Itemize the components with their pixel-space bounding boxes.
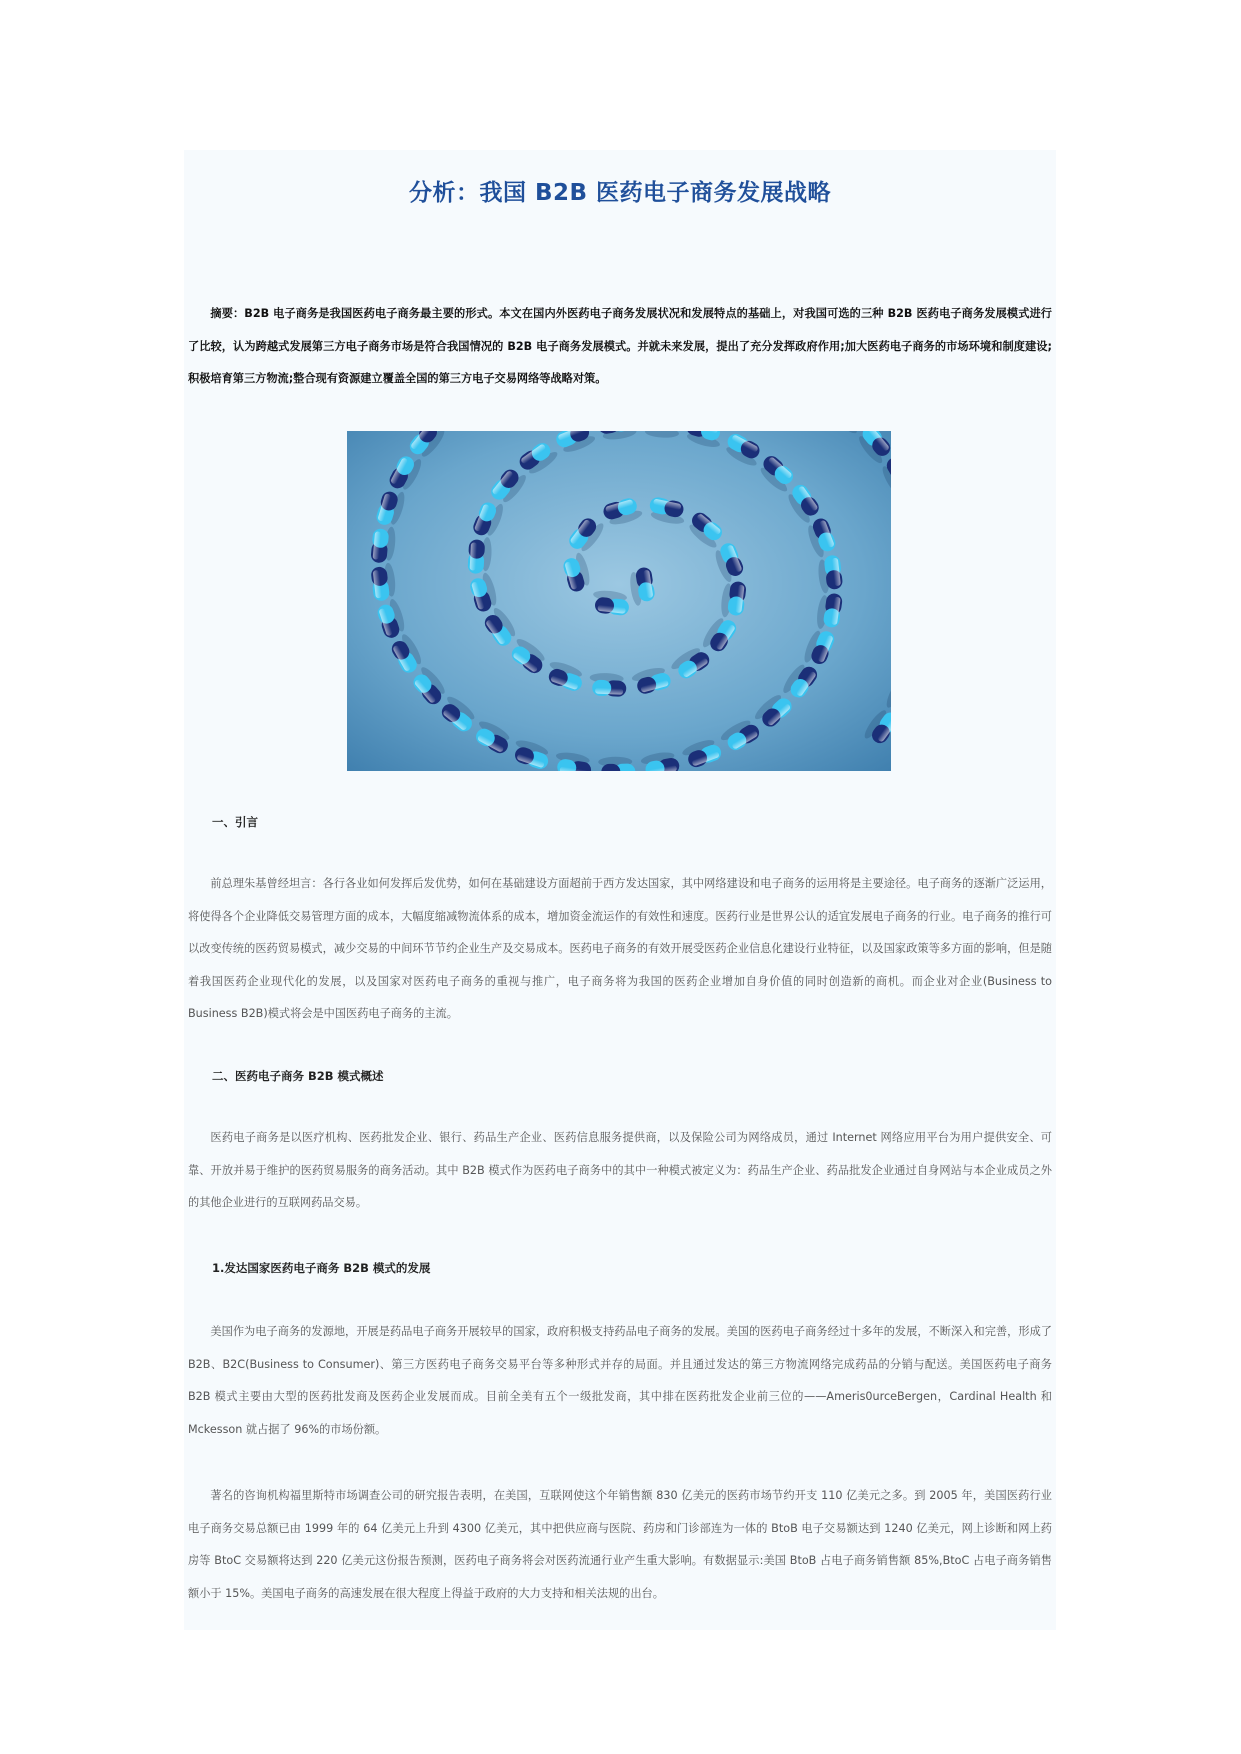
section-heading-b2b-overview: 二、医药电子商务 B2B 模式概述 (212, 1069, 384, 1083)
capsule-spiral-image (347, 431, 891, 771)
developed-countries-paragraph-1: 美国作为电子商务的发源地，开展是药品电子商务开展较早的国家，政府积极支持药品电子商务的发展。美国的医药电子商务经过十多年的发展，不断深入和完善，形成了 B2B、B2C(Business to Consumer)、第三方医药电子商务交易平台等多种形式并存的局面。并且通过发达的第三方物流网络完成药品的分销与配送。美国医药电子商务 B2B 模式主要由大型的医药批发商及医药企业发展而成。目前全美有五个一级批发商，其中排在医药批发企业前三位的——Ameris0urceBergen，Cardinal Health 和 Mckesson 就占据了 96%的市场份额。 (188, 1325, 1052, 1436)
section-heading-introduction: 一、引言 (212, 815, 258, 829)
introduction-paragraph: 前总理朱基曾经坦言：各行各业如何发挥后发优势，如何在基础建设方面超前于西方发达国家，其中网络建设和电子商务的运用将是主要途径。电子商务的逐渐广泛运用，将使得各个企业降低交易管理方面的成本，大幅度缩减物流体系的成本，增加资金流运作的有效性和速度。医药行业是世界公认的适宜发展电子商务的行业。电子商务的推行可以改变传统的医药贸易模式，减少交易的中间环节节约企业生产及交易成本。医药电子商务的有效开展受医药企业信息化建设行业特征，以及国家政策等多方面的影响，但是随着我国医药企业现代化的发展，以及国家对医药电子商务的重视与推广，电子商务将为我国的医药企业增加自身价值的同时创造新的商机。而企业对企业(Business to Business B2B)模式将会是中国医药电子商务的主流。 (188, 877, 1052, 1020)
article-title: 分析：我国 B2B 医药电子商务发展战略 (408, 180, 832, 206)
capsule-spiral-photo (347, 431, 891, 771)
capsule (589, 672, 627, 697)
b2b-overview-paragraph: 医药电子商务是以医疗机构、医药批发企业、银行、药品生产企业、医药信息服务提供商，以及保险公司为网络成员，通过 Internet 网络应用平台为用户提供安全、可靠、开放并易于维护的医药贸易服务的商务活动。其中 B2B 模式作为医药电子商务中的其中一种模式被定义为：药品生产企业、药品批发企业通过自身网站与本企业成员之外的其他企业进行的互联网药品交易。 (188, 1131, 1052, 1209)
developed-countries-paragraph-2: 著名的咨询机构福里斯特市场调查公司的研究报告表明，在美国，互联网使这个年销售额 830 亿美元的医药市场节约开支 110 亿美元之多。到 2005 年，美国医药行业电子商务交易总额已由 1999 年的 64 亿美元上升到 4300 亿美元，其中把供应商与医院、药房和门诊部连为一体的 BtoB 电子交易额达到 1240 亿美元，网上诊断和网上药房等 BtoC 交易额将达到 220 亿美元这份报告预测，医药电子商务将会对医药流通行业产生重大影响。有数据显示:美国 BtoB 占电子商务销售额 85%,BtoC 占电子商务销售额小于 15%。美国电子商务的高速发展在很大程度上得益于政府的大力支持和相关法规的出台。 (188, 1489, 1052, 1600)
abstract: 摘要：B2B 电子商务是我国医药电子商务最主要的形式。本文在国内外医药电子商务发展状况和发展特点的基础上，对我国可选的三种 B2B 医药电子商务发展模式进行了比较，认为跨越式发展第三方电子商务市场是符合我国情况的 B2B 电子商务发展模式。并就未来发展，提出了充分发挥政府作用;加大医药电子商务的市场环境和制度建设;积极培育第三方物流;整合现有资源建立覆盖全国的第三方电子交易网络等战略对策。 (188, 307, 1052, 385)
article-page (184, 150, 1056, 1630)
subsection-heading-developed-countries: 1.发达国家医药电子商务 B2B 模式的发展 (212, 1261, 431, 1275)
